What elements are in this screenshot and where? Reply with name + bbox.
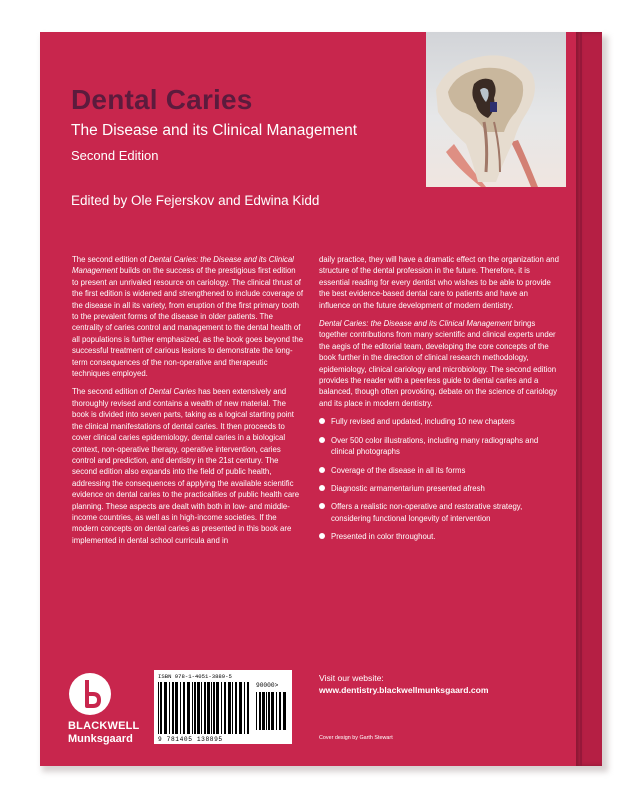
ean-number: 9 781405 138895 bbox=[158, 736, 223, 743]
spine-groove bbox=[580, 32, 582, 766]
description-paragraph-3: daily practice, they will have a dramatic effect on the organization and structure of the dental profession in the future. Therefore, it is essential reading for every dentist who wishes to be able to provide the best evidence-based dental care to patients and have an influence on the future development of modern dentistry. bbox=[319, 255, 559, 310]
description-paragraph-2: The second edition of Dental Caries has been extensively and thoroughly revised and contains a wealth of new material. The book is divided into seven parts, taking as a logical starting point the clinical manifestations of dental caries. It then proceeds to cover clinical caries epidemiology, dental caries in a biological context, non-operative therapy, operative intervention, caries control and prediction, and dentistry in the 21st century. The second edition also expands into the field of public health, addressing the consequences of applying the available scientific evidence on dental caries to the practicalities of public health care planning. These aspects are dealt with both in low- and middle-income countries, as well as in high-income societies. If the modern concepts on dental caries as presented in this book are implemented in dental school curricula and in bbox=[72, 387, 300, 545]
feature-item: Over 500 color illustrations, including many radiographs and clinical photographs bbox=[319, 435, 559, 458]
barcode-bar bbox=[276, 692, 277, 730]
isbn-barcode bbox=[154, 670, 292, 744]
book-spine bbox=[576, 32, 602, 766]
barcode-bar bbox=[271, 692, 274, 730]
cover-design-credit: Cover design by Garth Stewart bbox=[319, 735, 393, 741]
barcode-bar bbox=[183, 682, 185, 734]
barcode-bar bbox=[228, 682, 231, 734]
website-label: Visit our website: bbox=[319, 673, 384, 683]
barcode-bar bbox=[211, 682, 212, 734]
barcode-bar bbox=[232, 682, 233, 734]
bullet-icon bbox=[319, 467, 325, 473]
barcode-bar bbox=[256, 692, 257, 730]
barcode-bar bbox=[207, 682, 210, 734]
blackwell-b-logo-icon bbox=[68, 672, 112, 716]
barcode-bar bbox=[221, 682, 222, 734]
publisher-name: BLACKWELL bbox=[68, 720, 140, 732]
barcode-bar bbox=[160, 682, 162, 734]
barcode-bar bbox=[266, 692, 267, 730]
barcode-bar bbox=[180, 682, 181, 734]
bullet-icon bbox=[319, 437, 325, 443]
bullet-icon bbox=[319, 533, 325, 539]
barcode-bar bbox=[175, 682, 178, 734]
barcode-bar bbox=[204, 682, 206, 734]
feature-list bbox=[319, 416, 559, 542]
website-url[interactable]: www.dentistry.blackwellmunksgaard.com bbox=[319, 685, 489, 695]
barcode-bar bbox=[172, 682, 174, 734]
barcode-bar bbox=[216, 682, 219, 734]
barcode-bar bbox=[194, 682, 196, 734]
barcode-bar bbox=[201, 682, 202, 734]
book-back-cover bbox=[40, 32, 596, 766]
barcode-bars bbox=[158, 682, 252, 734]
barcode-bar bbox=[259, 692, 261, 730]
barcode-bar bbox=[213, 682, 215, 734]
feature-item: Presented in color throughout. bbox=[319, 531, 559, 542]
barcode-bar bbox=[262, 692, 265, 730]
barcode-bar bbox=[224, 682, 226, 734]
barcode-bar bbox=[158, 682, 159, 734]
barcode-bar bbox=[187, 682, 190, 734]
description-right-column bbox=[319, 254, 559, 550]
tooth-illustration bbox=[426, 32, 566, 187]
bullet-icon bbox=[319, 503, 325, 509]
isbn-text: ISBN 978-1-4051-3889-5 bbox=[158, 673, 232, 680]
barcode-bar bbox=[164, 682, 167, 734]
barcode-bar bbox=[279, 692, 281, 730]
feature-item: Diagnostic armamentarium presented afresh bbox=[319, 483, 559, 494]
barcode-bar bbox=[169, 682, 170, 734]
barcode-bar bbox=[192, 682, 193, 734]
feature-item: Offers a realistic non-operative and restorative strategy, considering functional longevity of intervention bbox=[319, 501, 559, 524]
barcode-bar bbox=[283, 692, 286, 730]
barcode-bar bbox=[239, 682, 242, 734]
publisher-logo bbox=[68, 672, 140, 766]
feature-item: Fully revised and updated, including 10 new chapters bbox=[319, 416, 559, 427]
book-subtitle: The Disease and its Clinical Management bbox=[71, 122, 358, 139]
description-paragraph-1: The second edition of Dental Caries: the Disease and its Clinical Management builds on the success of the prestigious first edition to present an unrivaled resource on cariology. The clinical thrust of the first edition is widened and strengthened to include coverage of the disease in all its variety, from eruption of the first primary tooth to the prevalent forms of the disease in older patients. The centrality of caries control and management to the dental health of all populations is further emphasized, as the book goes beyond the successful treatment of carious lesions to demonstrate the long-term consequences of the non-operative and therapeutic techniques employed. bbox=[72, 255, 304, 379]
website-block bbox=[319, 672, 489, 696]
barcode-bar bbox=[244, 682, 245, 734]
feature-item: Coverage of the disease in all its forms bbox=[319, 465, 559, 476]
barcode-bar bbox=[247, 682, 249, 734]
price-barcode-bars bbox=[256, 692, 288, 730]
tooth-cross-section-photo bbox=[426, 32, 566, 187]
book-edition: Second Edition bbox=[71, 148, 159, 163]
bullet-icon bbox=[319, 418, 325, 424]
bullet-icon bbox=[319, 485, 325, 491]
barcode-bar bbox=[268, 692, 270, 730]
book-title: Dental Caries bbox=[71, 84, 253, 115]
barcode-bar bbox=[197, 682, 200, 734]
description-left-column bbox=[72, 254, 304, 553]
book-editors: Edited by Ole Fejerskov and Edwina Kidd bbox=[71, 193, 320, 208]
barcode-bar bbox=[235, 682, 237, 734]
description-paragraph-4: Dental Caries: the Disease and its Clinical Management brings together contributions from many scientific and clinical experts under the aegis of the editorial team, developing the core concepts of the book further in the direction of clinical research methodology, epidemiology, clinical cariology and microbiology. The second edition provides the reader with a peerless guide to dental caries and a balanced, though often provoking, debate on the science of cariology and its place in modern dentistry. bbox=[319, 319, 557, 408]
publisher-imprint: Munksgaard bbox=[68, 733, 133, 745]
price-code: 90000> bbox=[256, 682, 279, 689]
